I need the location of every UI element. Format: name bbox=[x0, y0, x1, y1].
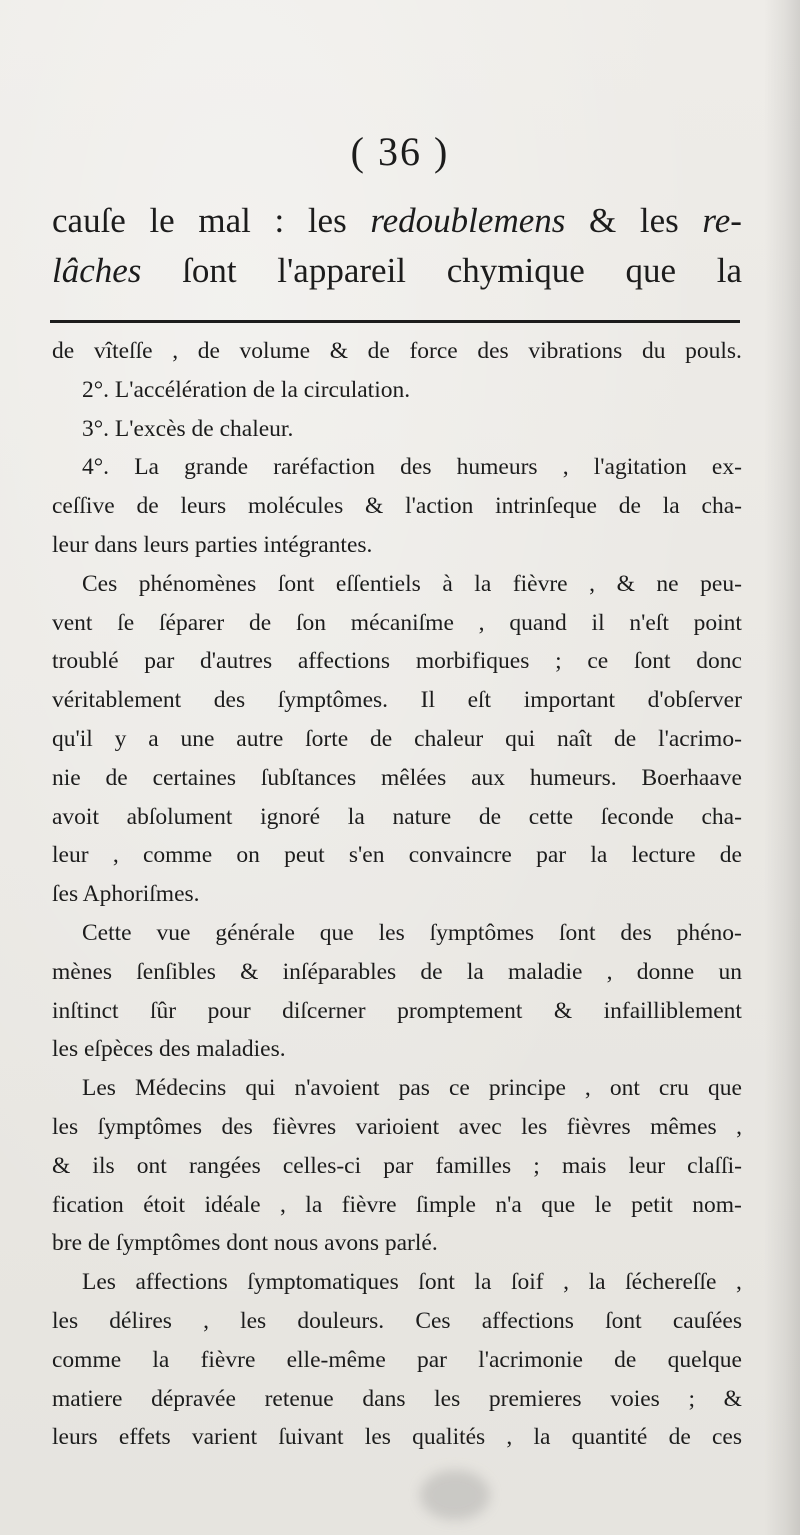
word: les bbox=[240, 1307, 267, 1334]
word: , bbox=[112, 842, 119, 869]
word: les bbox=[52, 1307, 79, 1334]
word: de bbox=[52, 338, 75, 364]
word: elle-même bbox=[286, 1346, 386, 1373]
word: des bbox=[620, 919, 652, 946]
word: ſubſtances bbox=[260, 764, 357, 791]
word: fièvres bbox=[272, 1113, 337, 1140]
footnote-line bbox=[52, 759, 742, 798]
word: mécaniſme bbox=[350, 609, 454, 636]
word: vent bbox=[52, 609, 93, 636]
word: affections bbox=[481, 1307, 574, 1334]
word: ſymptomatiques bbox=[247, 1269, 399, 1296]
word: douleurs. bbox=[297, 1307, 385, 1334]
word: donne bbox=[636, 958, 695, 985]
footnote-line bbox=[52, 1418, 742, 1457]
footnote-line bbox=[52, 1302, 742, 1341]
word: La bbox=[134, 454, 159, 481]
word: la bbox=[590, 842, 608, 869]
word: une bbox=[180, 725, 215, 752]
word: , bbox=[506, 1424, 513, 1451]
word: re- bbox=[702, 201, 742, 240]
word: principe bbox=[488, 1075, 566, 1102]
word: des bbox=[477, 338, 509, 364]
word: par bbox=[383, 1152, 414, 1179]
word: inſtinct bbox=[52, 997, 119, 1024]
word: que bbox=[319, 919, 354, 946]
footnote-line bbox=[52, 604, 742, 643]
word: voies bbox=[610, 1385, 660, 1412]
word: quand bbox=[509, 609, 567, 636]
word: a bbox=[148, 725, 159, 752]
word: vîteſſe bbox=[93, 338, 153, 364]
word: les bbox=[378, 919, 405, 946]
word: , bbox=[279, 1191, 286, 1218]
word: pas bbox=[398, 1075, 430, 1102]
word: fièvre bbox=[341, 1191, 397, 1218]
word: petit bbox=[631, 1191, 673, 1218]
footnote-line bbox=[52, 565, 742, 604]
word: les bbox=[52, 1113, 79, 1140]
word: par bbox=[416, 1346, 447, 1373]
word: retenue bbox=[264, 1385, 334, 1412]
word: & bbox=[723, 1385, 742, 1412]
word: , bbox=[606, 958, 613, 985]
word: comme bbox=[142, 842, 213, 869]
footnote-block bbox=[52, 332, 742, 1457]
word: , bbox=[478, 609, 485, 636]
word: ſymptômes bbox=[429, 919, 535, 946]
word: ſont bbox=[277, 570, 315, 597]
word: les bbox=[307, 201, 347, 240]
word: mais bbox=[561, 1152, 607, 1179]
word: idéale bbox=[204, 1191, 261, 1218]
word: ſuivant bbox=[278, 1424, 344, 1451]
word: un bbox=[718, 958, 742, 985]
word: ſoif bbox=[510, 1269, 544, 1296]
word: de bbox=[370, 725, 393, 752]
word: pour bbox=[207, 997, 251, 1024]
word: de bbox=[719, 842, 742, 869]
word: ſorte bbox=[305, 725, 349, 752]
word: abſolument bbox=[126, 803, 233, 830]
word: l'acrimonie bbox=[478, 1346, 583, 1373]
word: force bbox=[409, 338, 458, 364]
word: de bbox=[367, 338, 390, 364]
word: de bbox=[614, 1346, 637, 1373]
word: maladie bbox=[508, 958, 583, 985]
word: convaincre bbox=[408, 842, 512, 869]
page-number: ( 36 ) bbox=[350, 129, 450, 174]
footnote-line: ſes Aphoriſmes. bbox=[52, 881, 200, 908]
word: ce bbox=[587, 648, 609, 675]
word: des bbox=[213, 687, 246, 714]
word: troublé bbox=[52, 648, 119, 675]
word: dépravée bbox=[151, 1385, 236, 1412]
word: fièvres bbox=[566, 1113, 631, 1140]
word: cru bbox=[658, 1075, 689, 1102]
footnote-line bbox=[52, 720, 742, 759]
word: & bbox=[240, 958, 259, 985]
main-text bbox=[52, 196, 742, 296]
word: délires bbox=[109, 1307, 172, 1334]
word: y bbox=[114, 725, 127, 752]
word: matiere bbox=[52, 1385, 123, 1412]
word: s'en bbox=[348, 842, 385, 869]
word: inſéparables bbox=[282, 958, 397, 985]
word: la bbox=[533, 1424, 551, 1451]
word: point bbox=[693, 609, 742, 636]
word: leur bbox=[52, 842, 89, 869]
page-edge-shadow bbox=[764, 0, 800, 1535]
word: , bbox=[736, 1269, 742, 1296]
word: de bbox=[197, 338, 220, 364]
word: & bbox=[365, 493, 384, 520]
footnote-line bbox=[52, 1380, 742, 1419]
word: de bbox=[105, 764, 128, 791]
word: leur bbox=[628, 1152, 666, 1179]
word: de bbox=[249, 609, 272, 636]
word: varient bbox=[191, 1424, 258, 1451]
word: , bbox=[736, 1113, 742, 1140]
word: : bbox=[274, 201, 285, 240]
word: Ces bbox=[415, 1307, 451, 1334]
word: qui bbox=[505, 725, 536, 752]
word: humeurs bbox=[456, 454, 538, 481]
word: générale bbox=[215, 919, 295, 946]
word: raréfaction bbox=[273, 454, 375, 481]
word: & bbox=[616, 570, 635, 597]
footnote-line bbox=[52, 448, 742, 487]
word: ſon bbox=[295, 609, 327, 636]
footnote-line bbox=[52, 1108, 742, 1147]
word: de bbox=[136, 493, 159, 520]
main-text-line bbox=[52, 246, 742, 296]
word: que bbox=[541, 1191, 576, 1218]
word: la bbox=[305, 1191, 323, 1218]
word: véritablement bbox=[52, 687, 182, 714]
footnote-line: les eſpèces des maladies. bbox=[52, 1036, 286, 1063]
word: pouls. bbox=[685, 338, 742, 364]
word: quelque bbox=[667, 1346, 742, 1373]
word: celles-ci bbox=[282, 1152, 362, 1179]
word: & bbox=[329, 338, 348, 364]
word: la bbox=[716, 251, 742, 290]
footnote-line: leur dans leurs parties intégrantes. bbox=[52, 531, 373, 558]
word: le bbox=[149, 201, 175, 240]
footnote-line bbox=[52, 798, 742, 837]
word: affections bbox=[135, 1269, 228, 1296]
word: cha- bbox=[701, 803, 742, 830]
word: ſymptômes bbox=[97, 1113, 203, 1140]
word: mêlées bbox=[381, 764, 447, 791]
word: important bbox=[523, 687, 616, 714]
word: effets bbox=[118, 1424, 171, 1451]
word: à bbox=[442, 570, 453, 597]
word: , bbox=[203, 1307, 209, 1334]
word: étoit bbox=[143, 1191, 185, 1218]
footnote-line bbox=[52, 1069, 742, 1108]
word: ſont bbox=[418, 1269, 455, 1296]
word: ſéparer bbox=[159, 609, 225, 636]
word: n'eſt bbox=[629, 609, 669, 636]
word: leurs bbox=[180, 493, 227, 520]
word: , bbox=[563, 1269, 570, 1296]
word: ils bbox=[92, 1152, 115, 1179]
word: ſont bbox=[633, 648, 671, 675]
word: ſymptômes. bbox=[277, 687, 389, 714]
word: avoit bbox=[52, 803, 99, 830]
word: l'appareil bbox=[277, 251, 407, 290]
word: promptement bbox=[397, 997, 523, 1024]
word: , bbox=[589, 570, 596, 597]
word: , bbox=[562, 454, 569, 481]
word: ce bbox=[448, 1075, 470, 1102]
word: l'agitation bbox=[593, 454, 687, 481]
footnote-line bbox=[52, 1263, 742, 1302]
word: aux bbox=[471, 764, 506, 791]
word: fication bbox=[52, 1191, 124, 1218]
word: ſont bbox=[182, 251, 237, 290]
word: avec bbox=[458, 1113, 502, 1140]
word: phénomènes bbox=[138, 570, 257, 597]
word: quantité bbox=[571, 1424, 648, 1451]
word: mêmes bbox=[650, 1113, 717, 1140]
word: naît bbox=[556, 725, 593, 752]
word: phéno- bbox=[676, 919, 742, 946]
word: l'acrimo- bbox=[658, 725, 742, 752]
word: , bbox=[584, 1075, 591, 1102]
footnote-line: 2°. L'accélération de la circulation. bbox=[82, 376, 411, 403]
word: qu'il bbox=[52, 725, 93, 752]
word: donc bbox=[696, 648, 742, 675]
word: lâches bbox=[52, 251, 142, 290]
word: la bbox=[662, 493, 680, 520]
word: ex- bbox=[711, 454, 742, 481]
word: l'action bbox=[405, 493, 474, 520]
word: & bbox=[589, 201, 617, 240]
word: de bbox=[478, 803, 502, 830]
word: n'a bbox=[495, 1191, 522, 1218]
word: ceſſive bbox=[52, 493, 115, 520]
word: les bbox=[434, 1385, 461, 1412]
word: d'obſerver bbox=[647, 687, 742, 714]
word: fièvre bbox=[200, 1346, 256, 1373]
footnote-line bbox=[52, 681, 742, 720]
word: grande bbox=[184, 454, 249, 481]
word: ſéchereſſe bbox=[625, 1269, 717, 1296]
word: Il bbox=[420, 687, 435, 714]
word: mal bbox=[198, 201, 251, 240]
word: les bbox=[639, 201, 679, 240]
word: morbifiques bbox=[415, 648, 530, 675]
word: de bbox=[618, 493, 641, 520]
word: chaleur bbox=[414, 725, 484, 752]
word: familles bbox=[435, 1152, 512, 1179]
word: ſeconde bbox=[600, 803, 674, 830]
footnote-line bbox=[52, 1186, 742, 1225]
word: Les bbox=[82, 1075, 116, 1102]
footnote-line bbox=[52, 1341, 742, 1380]
word: ; bbox=[688, 1385, 696, 1412]
footnote-line bbox=[52, 836, 742, 875]
word: ſenſibles bbox=[136, 958, 216, 985]
word: on bbox=[236, 842, 260, 869]
footnote-line bbox=[52, 992, 742, 1031]
word: ont bbox=[609, 1075, 640, 1102]
word: redoublemens bbox=[370, 201, 566, 240]
word: de bbox=[614, 725, 637, 752]
word: Médecins bbox=[134, 1075, 227, 1102]
word: intrinſeque bbox=[495, 493, 597, 520]
word: Cette bbox=[82, 919, 132, 946]
word: de bbox=[420, 958, 443, 985]
word: dans bbox=[362, 1385, 406, 1412]
word: infailliblement bbox=[603, 997, 742, 1024]
word: vibrations bbox=[528, 338, 623, 364]
word: 4°. bbox=[82, 454, 110, 481]
word: les bbox=[364, 1424, 391, 1451]
word: la bbox=[474, 1269, 492, 1296]
word: qui bbox=[245, 1075, 276, 1102]
word: des bbox=[221, 1113, 253, 1140]
word: humeurs. bbox=[529, 764, 617, 791]
word: Les bbox=[82, 1269, 116, 1296]
word: cha- bbox=[701, 493, 742, 520]
word: molécules bbox=[247, 493, 344, 520]
word: comme bbox=[52, 1346, 122, 1373]
footnote-line bbox=[52, 953, 742, 992]
word: affections bbox=[297, 648, 391, 675]
word: diſcerner bbox=[282, 997, 366, 1024]
word: ignoré bbox=[260, 803, 321, 830]
word: fièvre bbox=[512, 570, 568, 597]
word: vue bbox=[156, 919, 191, 946]
word: qualités bbox=[412, 1424, 486, 1451]
word: & bbox=[553, 997, 573, 1024]
word: Boerhaave bbox=[641, 764, 742, 791]
word: nature bbox=[392, 803, 452, 830]
footnote-rule bbox=[50, 320, 740, 323]
word: autre bbox=[236, 725, 284, 752]
word: il bbox=[591, 609, 605, 636]
word: lecture bbox=[631, 842, 696, 869]
word: par bbox=[144, 648, 175, 675]
word: premieres bbox=[488, 1385, 582, 1412]
word: ſimple bbox=[415, 1191, 476, 1218]
word: ; bbox=[555, 648, 562, 675]
footnote-line bbox=[52, 1147, 742, 1186]
word: les bbox=[521, 1113, 548, 1140]
word: nie bbox=[52, 764, 81, 791]
word: la bbox=[347, 803, 365, 830]
footnote-line bbox=[52, 332, 742, 371]
word: n'avoient bbox=[294, 1075, 380, 1102]
word: ; bbox=[533, 1152, 540, 1179]
word: cauſe bbox=[52, 201, 126, 240]
word: leurs bbox=[52, 1424, 98, 1451]
word: ſont bbox=[558, 919, 596, 946]
word: de bbox=[668, 1424, 691, 1451]
word: rangées bbox=[188, 1152, 261, 1179]
word: du bbox=[641, 338, 666, 364]
word: la bbox=[152, 1346, 170, 1373]
word: le bbox=[594, 1191, 612, 1218]
word: peut bbox=[284, 842, 325, 869]
word: , bbox=[172, 338, 179, 364]
word: la bbox=[466, 958, 484, 985]
word: ne bbox=[656, 570, 679, 597]
word: d'autres bbox=[200, 648, 273, 675]
footnote-line bbox=[52, 914, 742, 953]
word: par bbox=[536, 842, 567, 869]
word: eſſentiels bbox=[335, 570, 421, 597]
word: que bbox=[625, 251, 677, 290]
word: peu- bbox=[700, 570, 742, 597]
word: certaines bbox=[152, 764, 237, 791]
word: mènes bbox=[52, 958, 113, 985]
word: ces bbox=[711, 1424, 742, 1451]
word: ſont bbox=[605, 1307, 642, 1334]
word: claſſi- bbox=[687, 1152, 742, 1179]
ink-stain bbox=[420, 1470, 490, 1520]
word: chymique bbox=[446, 251, 585, 290]
word: ont bbox=[136, 1152, 167, 1179]
word: eſt bbox=[467, 687, 492, 714]
word: que bbox=[707, 1075, 742, 1102]
word: Ces bbox=[82, 570, 118, 597]
footnote-line: 3°. L'excès de chaleur. bbox=[82, 415, 294, 442]
word: ſûr bbox=[150, 997, 177, 1024]
main-text-line bbox=[52, 196, 742, 246]
word: varioient bbox=[355, 1113, 440, 1140]
footnote-line bbox=[52, 487, 742, 526]
word: nom- bbox=[692, 1191, 742, 1218]
word: des bbox=[400, 454, 432, 481]
footnote-line bbox=[52, 642, 742, 681]
word: ſe bbox=[117, 609, 135, 636]
word: cette bbox=[528, 803, 574, 830]
word: la bbox=[474, 570, 492, 597]
word: & bbox=[52, 1152, 71, 1179]
word: la bbox=[588, 1269, 606, 1296]
word: volume bbox=[239, 338, 311, 364]
footnote-line: bre de ſymptômes dont nous avons parlé. bbox=[52, 1230, 438, 1257]
word: cauſées bbox=[672, 1307, 742, 1334]
